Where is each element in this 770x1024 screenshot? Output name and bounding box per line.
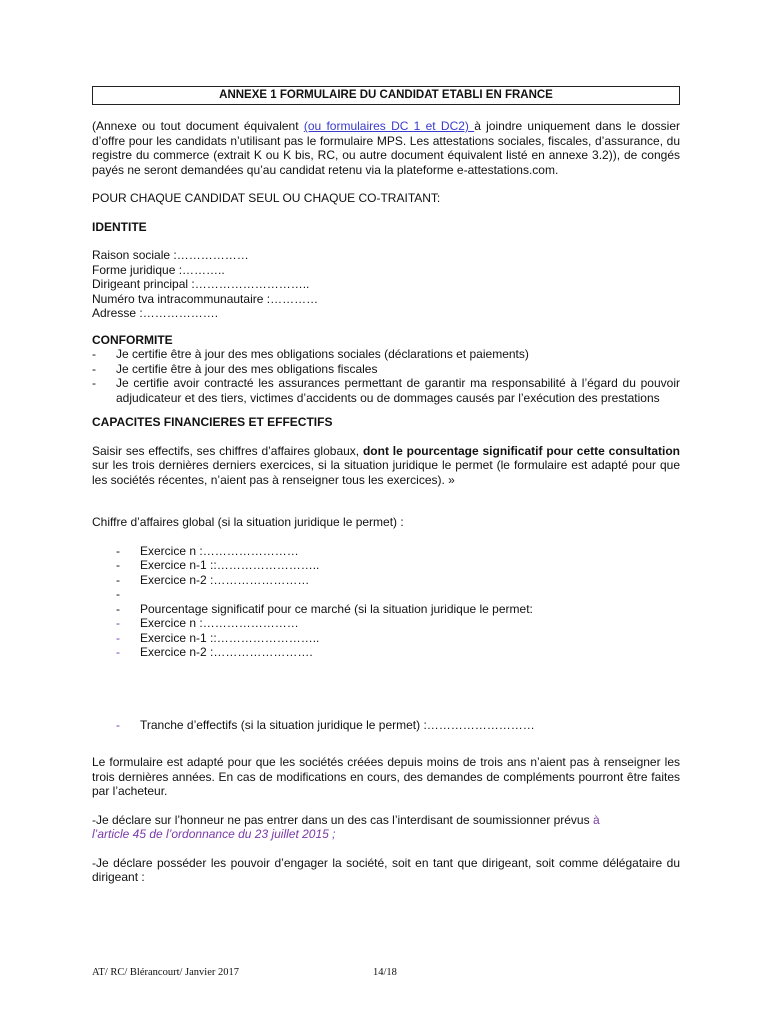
list-item: - Je certifie être à jour des mes obligations sociales (déclarations et paiements) xyxy=(92,347,529,361)
list-item: - Exercice n :…………………… xyxy=(116,543,299,558)
footer-reference: AT/ RC/ Blérancourt/ Janvier 2017 xyxy=(92,967,239,978)
dc-forms-link[interactable]: (ou formulaires DC 1 et DC2) xyxy=(303,119,475,133)
list-item: - xyxy=(116,587,120,601)
identite-fields xyxy=(92,248,680,321)
annex-title: ANNEXE 1 FORMULAIRE DU CANDIDAT ETABLI EN FRANCE xyxy=(92,86,680,105)
capacites-heading: CAPACITES FINANCIERES ET EFFECTIFS xyxy=(92,415,333,429)
field-forme-juridique: Forme juridique :……….. xyxy=(92,262,225,277)
capacites-paragraph: Saisir ses effectifs, ses chiffres d’affaires globaux, dont le pourcentage significatif pour cette consultation sur les trois dernières derniers exercices, si la situation juridique le permet (le formulaire est adapté pour que les sociétés récentes, n’aient pas à renseigner tous les exercices). » xyxy=(92,443,680,487)
list-item: - Exercice n :…………………… xyxy=(116,616,299,630)
field-dirigeant: Dirigeant principal :……………………….. xyxy=(92,277,310,291)
conformite-heading: CONFORMITE xyxy=(92,332,173,347)
formulaire-paragraph: Le formulaire est adapté pour que les sociétés créées depuis moins de trois ans n’aient pas à renseigner les trois dernières années. En cas de modifications en cours, des demandes de compléments pourront être faites par l’acheteur. xyxy=(92,755,680,798)
list-item: - Tranche d’effectifs (si la situation juridique le permet) :……………………… xyxy=(116,717,535,732)
intro-paragraph xyxy=(92,119,680,177)
list-item: - Exercice n-1 ::…………………….. xyxy=(116,630,320,645)
list-item: - Pourcentage significatif pour ce marché (si la situation juridique le permet: xyxy=(116,601,533,616)
tranche-list xyxy=(92,718,680,733)
pour-chaque-candidat: POUR CHAQUE CANDIDAT SEUL OU CHAQUE CO-TRAITANT: xyxy=(92,191,441,205)
exercices-list xyxy=(92,544,680,660)
field-raison-sociale: Raison sociale :……………… xyxy=(92,248,249,262)
list-item: - Exercice n-2 :……………………. xyxy=(116,645,313,659)
tranche-effectifs: Tranche d’effectifs (si la situation juridique le permet) :……………………… xyxy=(140,717,535,732)
honneur-paragraph: -Je déclare sur l’honneur ne pas entrer dans un des cas l’interdisant de soumissionner prévus à l’article 45 de l’ordonnance du 23 juillet 2015 ; xyxy=(92,812,600,841)
capacites-bold-text: dont le pourcentage significatif pour cette consultation xyxy=(362,443,680,458)
list-item: - Je certifie être à jour des mes obligations fiscales xyxy=(92,361,378,376)
ca-global-label: Chiffre d’affaires global (si la situation juridique le permet) : xyxy=(92,515,404,529)
article-ref-a: à xyxy=(592,812,600,827)
identite-heading: IDENTITE xyxy=(92,219,147,234)
list-item: - Exercice n-2 :…………………… xyxy=(116,572,310,587)
intro-text-end: à joindre uniquement dans le dossier d’offre pour les candidats n’utilisant pas le formulaire MPS. Les attestations sociales, fiscales, d’assurance, du registre du commerce (extrait K ou K bis, RC, ou autre document équivalent listé en annexe 3.2)), de congés payés ne seront demandées qu’au candidat retenu via la plateforme e-attestations.com. xyxy=(92,119,681,177)
field-tva: Numéro tva intracommunautaire :………… xyxy=(92,291,319,306)
pouvoir-paragraph: -Je déclare posséder les pouvoir d’engager la société, soit en tant que dirigeant, soit comme délégataire du dirigeant : xyxy=(92,855,680,884)
list-item: - Exercice n-1 ::…………………….. xyxy=(116,558,320,572)
page-number: 14/18 xyxy=(373,967,397,978)
list-item: - Je certifie avoir contracté les assurances permettant de garantir ma responsabilité à l’égard du pouvoir adjudicateur et des tiers, victimes d’accidents ou de dommages causés par l’exécution des prestations xyxy=(92,376,680,405)
field-adresse: Adresse :………………. xyxy=(92,306,219,320)
document-page xyxy=(92,86,680,885)
conformite-list xyxy=(92,347,680,405)
article-reference: l’article 45 de l’ordonnance du 23 juillet 2015 ; xyxy=(92,827,336,841)
intro-text-start: (Annexe ou tout document équivalent xyxy=(92,119,304,133)
